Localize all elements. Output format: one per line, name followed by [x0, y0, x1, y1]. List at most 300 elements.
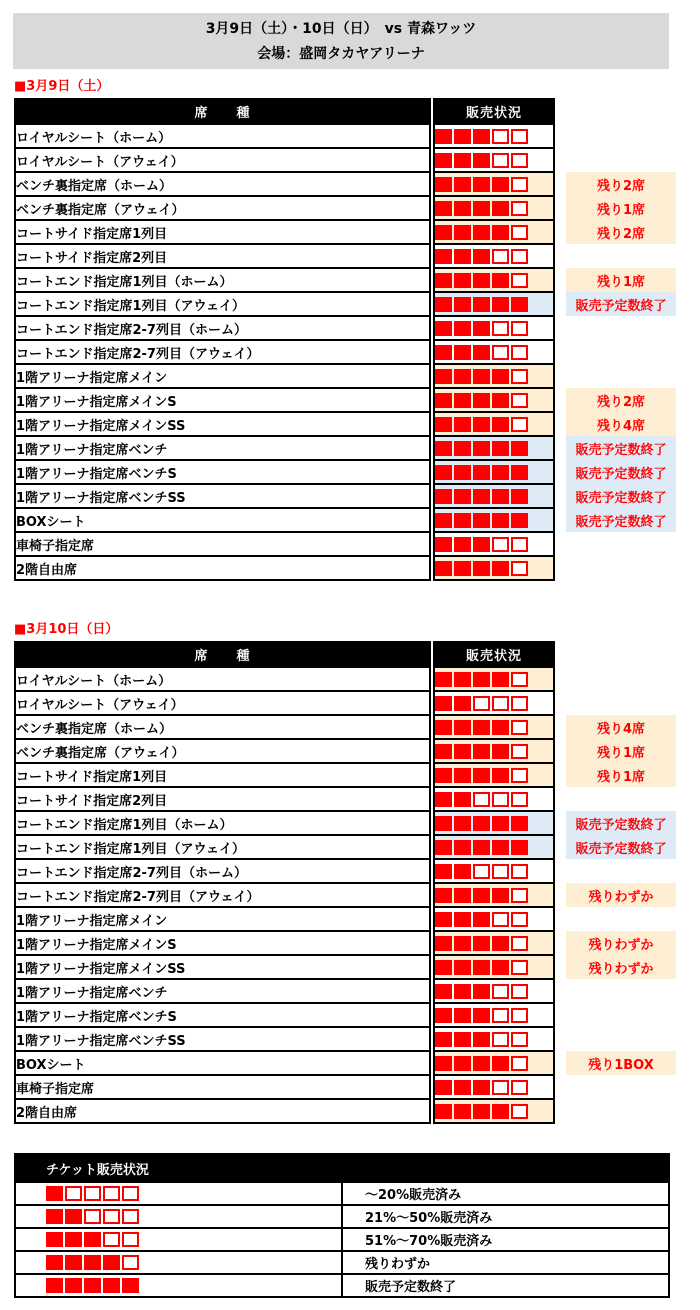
- sales-status: [434, 268, 554, 292]
- seat-row: [15, 715, 676, 739]
- sales-status: [434, 220, 554, 244]
- filled-box-icon: [492, 489, 509, 504]
- legend-row: [15, 1205, 669, 1228]
- empty-box-icon: [65, 1186, 82, 1201]
- seat-row: [15, 388, 676, 412]
- filled-box-icon: [435, 393, 452, 408]
- sales-status: [434, 364, 554, 388]
- remaining-note: 残りわずか: [566, 883, 676, 907]
- remaining-note: 販売予定数終了: [566, 436, 676, 460]
- status-boxes: [435, 792, 528, 807]
- filled-box-icon: [492, 393, 509, 408]
- legend-boxes: [15, 1274, 342, 1297]
- seat-row: [15, 268, 676, 292]
- seat-name: 1階アリーナ指定席ベンチ: [15, 436, 430, 460]
- sales-status: [434, 1075, 554, 1099]
- remaining-note: 残り1席: [566, 196, 676, 220]
- seat-row: [15, 835, 676, 859]
- filled-box-icon: [492, 744, 509, 759]
- empty-box-icon: [103, 1232, 120, 1247]
- venue-title: 会場：盛岡タカヤアリーナ: [257, 46, 425, 62]
- empty-box-icon: [511, 1056, 528, 1071]
- filled-box-icon: [46, 1209, 63, 1224]
- status-boxes: [46, 1209, 139, 1224]
- filled-box-icon: [46, 1278, 63, 1293]
- empty-box-icon: [492, 321, 509, 336]
- empty-box-icon: [511, 537, 528, 552]
- filled-box-icon: [492, 225, 509, 240]
- seat-row: [15, 811, 676, 835]
- seat-row: [15, 907, 676, 931]
- filled-box-icon: [435, 1032, 452, 1047]
- empty-box-icon: [511, 960, 528, 975]
- filled-box-icon: [492, 177, 509, 192]
- sales-status: [434, 835, 554, 859]
- empty-box-icon: [492, 249, 509, 264]
- sales-status: [434, 484, 554, 508]
- filled-box-icon: [473, 1080, 490, 1095]
- status-boxes: [435, 936, 528, 951]
- empty-box-icon: [84, 1186, 101, 1201]
- seat-row: [15, 763, 676, 787]
- remaining-note: [566, 556, 676, 580]
- filled-box-icon: [492, 201, 509, 216]
- empty-box-icon: [511, 345, 528, 360]
- seat-name: ベンチ裏指定席（ホーム）: [15, 715, 430, 739]
- seat-name: コートエンド指定席1列目（ホーム）: [15, 268, 430, 292]
- status-boxes: [46, 1186, 139, 1201]
- seat-row: [15, 787, 676, 811]
- filled-box-icon: [511, 441, 528, 456]
- remaining-note: 残りわずか: [566, 955, 676, 979]
- seat-name: 車椅子指定席: [15, 1075, 430, 1099]
- remaining-note: [566, 859, 676, 883]
- sales-status: [434, 196, 554, 220]
- seat-name: ロイヤルシート（ホーム）: [15, 667, 430, 691]
- sales-status: [434, 1099, 554, 1123]
- remaining-note: [566, 148, 676, 172]
- seat-name: コートサイド指定席1列目: [15, 763, 430, 787]
- empty-box-icon: [122, 1186, 139, 1201]
- filled-box-icon: [46, 1255, 63, 1270]
- filled-box-icon: [492, 561, 509, 576]
- filled-box-icon: [454, 768, 471, 783]
- empty-box-icon: [511, 369, 528, 384]
- filled-box-icon: [511, 513, 528, 528]
- status-boxes: [435, 816, 528, 831]
- remaining-note: [566, 1003, 676, 1027]
- filled-box-icon: [454, 1008, 471, 1023]
- empty-box-icon: [492, 864, 509, 879]
- seat-row: [15, 124, 676, 148]
- filled-box-icon: [454, 489, 471, 504]
- status-boxes: [46, 1255, 139, 1270]
- filled-box-icon: [492, 1056, 509, 1071]
- seat-row: [15, 883, 676, 907]
- status-boxes: [435, 129, 528, 144]
- sales-status: [434, 316, 554, 340]
- filled-box-icon: [435, 129, 452, 144]
- filled-box-icon: [435, 960, 452, 975]
- filled-box-icon: [473, 984, 490, 999]
- filled-box-icon: [435, 561, 452, 576]
- empty-box-icon: [84, 1209, 101, 1224]
- remaining-note: 販売予定数終了: [566, 292, 676, 316]
- remaining-note: 残り2席: [566, 172, 676, 196]
- filled-box-icon: [492, 816, 509, 831]
- status-boxes: [435, 153, 528, 168]
- filled-box-icon: [435, 249, 452, 264]
- filled-box-icon: [454, 513, 471, 528]
- empty-box-icon: [511, 744, 528, 759]
- sales-status: [434, 124, 554, 148]
- filled-box-icon: [103, 1278, 120, 1293]
- filled-box-icon: [454, 321, 471, 336]
- filled-box-icon: [473, 912, 490, 927]
- remaining-note: [566, 124, 676, 148]
- status-boxes: [435, 465, 528, 480]
- empty-box-icon: [122, 1232, 139, 1247]
- filled-box-icon: [511, 816, 528, 831]
- filled-box-icon: [435, 1056, 452, 1071]
- empty-box-icon: [492, 696, 509, 711]
- empty-box-icon: [511, 273, 528, 288]
- seat-row: [15, 244, 676, 268]
- empty-box-icon: [492, 537, 509, 552]
- filled-box-icon: [473, 936, 490, 951]
- empty-box-icon: [511, 177, 528, 192]
- remaining-note: [566, 1075, 676, 1099]
- sales-status: [434, 436, 554, 460]
- seat-name: コートサイド指定席2列目: [15, 787, 430, 811]
- empty-box-icon: [511, 249, 528, 264]
- remaining-note: [566, 907, 676, 931]
- seat-row: [15, 148, 676, 172]
- filled-box-icon: [473, 321, 490, 336]
- filled-box-icon: [511, 297, 528, 312]
- empty-box-icon: [511, 888, 528, 903]
- filled-box-icon: [454, 177, 471, 192]
- sales-status: [434, 931, 554, 955]
- seat-row: [15, 931, 676, 955]
- seat-row: [15, 667, 676, 691]
- seat-row: [15, 1027, 676, 1051]
- filled-box-icon: [454, 129, 471, 144]
- remaining-note: 販売予定数終了: [566, 484, 676, 508]
- seat-row: [15, 220, 676, 244]
- filled-box-icon: [454, 441, 471, 456]
- seat-row: [15, 1075, 676, 1099]
- status-boxes: [435, 537, 528, 552]
- seat-table-day2: [14, 641, 677, 1124]
- filled-box-icon: [84, 1255, 101, 1270]
- filled-box-icon: [492, 720, 509, 735]
- filled-box-icon: [492, 888, 509, 903]
- empty-box-icon: [511, 393, 528, 408]
- status-boxes: [435, 720, 528, 735]
- remaining-note: 残り2席: [566, 388, 676, 412]
- seat-name: 1階アリーナ指定席ベンチS: [15, 460, 430, 484]
- seat-row: [15, 340, 676, 364]
- remaining-note: 残り1席: [566, 739, 676, 763]
- seat-name: 車椅子指定席: [15, 532, 430, 556]
- section-title-day2: ■3月10日（日）: [14, 622, 119, 637]
- seat-row: [15, 691, 676, 715]
- sales-status: [434, 412, 554, 436]
- sales-status: [434, 244, 554, 268]
- filled-box-icon: [511, 840, 528, 855]
- filled-box-icon: [84, 1278, 101, 1293]
- empty-box-icon: [492, 1080, 509, 1095]
- filled-box-icon: [454, 744, 471, 759]
- remaining-note: [566, 787, 676, 811]
- filled-box-icon: [473, 201, 490, 216]
- filled-box-icon: [473, 1008, 490, 1023]
- filled-box-icon: [84, 1232, 101, 1247]
- empty-box-icon: [122, 1209, 139, 1224]
- event-title: 3月9日（土）・10日（日） vs 青森ワッツ: [205, 21, 477, 37]
- sales-status: [434, 667, 554, 691]
- filled-box-icon: [435, 768, 452, 783]
- filled-box-icon: [473, 249, 490, 264]
- status-boxes: [435, 1032, 528, 1047]
- empty-box-icon: [473, 792, 490, 807]
- remaining-note: [566, 1027, 676, 1051]
- status-boxes: [435, 912, 528, 927]
- empty-box-icon: [511, 1104, 528, 1119]
- sales-status: [434, 787, 554, 811]
- filled-box-icon: [46, 1186, 63, 1201]
- sales-status: [434, 715, 554, 739]
- seat-name: ベンチ裏指定席（ホーム）: [15, 172, 430, 196]
- status-boxes: [435, 441, 528, 456]
- remaining-note: 販売予定数終了: [566, 508, 676, 532]
- filled-box-icon: [454, 201, 471, 216]
- status-boxes: [435, 960, 528, 975]
- filled-box-icon: [435, 177, 452, 192]
- filled-box-icon: [435, 465, 452, 480]
- filled-box-icon: [435, 792, 452, 807]
- remaining-note: 販売予定数終了: [566, 835, 676, 859]
- filled-box-icon: [473, 225, 490, 240]
- sales-status: [434, 955, 554, 979]
- filled-box-icon: [435, 696, 452, 711]
- filled-box-icon: [454, 273, 471, 288]
- remaining-note: 残り4席: [566, 412, 676, 436]
- seat-name: ロイヤルシート（アウェイ）: [15, 148, 430, 172]
- status-boxes: [435, 321, 528, 336]
- status-boxes: [435, 177, 528, 192]
- seat-name: 2階自由席: [15, 556, 430, 580]
- filled-box-icon: [435, 672, 452, 687]
- filled-box-icon: [473, 513, 490, 528]
- status-boxes: [46, 1278, 139, 1293]
- seat-name: BOXシート: [15, 1051, 430, 1075]
- status-boxes: [435, 672, 528, 687]
- sales-status: [434, 1003, 554, 1027]
- filled-box-icon: [473, 393, 490, 408]
- seat-row: [15, 436, 676, 460]
- empty-box-icon: [492, 1008, 509, 1023]
- filled-box-icon: [492, 465, 509, 480]
- filled-box-icon: [435, 912, 452, 927]
- status-boxes: [435, 840, 528, 855]
- filled-box-icon: [65, 1278, 82, 1293]
- sales-status: [434, 691, 554, 715]
- filled-box-icon: [473, 129, 490, 144]
- filled-box-icon: [473, 888, 490, 903]
- remaining-note: [566, 340, 676, 364]
- filled-box-icon: [473, 489, 490, 504]
- seat-column-header: 席 種: [15, 99, 430, 124]
- empty-box-icon: [511, 129, 528, 144]
- empty-box-icon: [492, 912, 509, 927]
- status-boxes: [435, 201, 528, 216]
- seat-name: コートサイド指定席2列目: [15, 244, 430, 268]
- filled-box-icon: [435, 417, 452, 432]
- legend-label: 51%～70%販売済み: [342, 1228, 669, 1251]
- seat-row: [15, 460, 676, 484]
- filled-box-icon: [435, 345, 452, 360]
- remaining-note: 残りわずか: [566, 931, 676, 955]
- filled-box-icon: [454, 1032, 471, 1047]
- filled-box-icon: [473, 816, 490, 831]
- legend-row: [15, 1274, 669, 1297]
- seat-row: [15, 979, 676, 1003]
- seat-name: ベンチ裏指定席（アウェイ）: [15, 739, 430, 763]
- seat-row: [15, 412, 676, 436]
- filled-box-icon: [454, 696, 471, 711]
- seat-name: コートエンド指定席1列目（ホーム）: [15, 811, 430, 835]
- status-boxes: [435, 561, 528, 576]
- empty-box-icon: [511, 417, 528, 432]
- empty-box-icon: [473, 696, 490, 711]
- seat-name: 1階アリーナ指定席メインSS: [15, 955, 430, 979]
- filled-box-icon: [454, 864, 471, 879]
- event-header: [13, 13, 669, 69]
- seat-name: ベンチ裏指定席（アウェイ）: [15, 196, 430, 220]
- legend-row: [15, 1182, 669, 1205]
- remaining-note: [566, 316, 676, 340]
- legend-row: [15, 1251, 669, 1274]
- filled-box-icon: [435, 1008, 452, 1023]
- filled-box-icon: [435, 225, 452, 240]
- status-column-header: 販売状況: [434, 99, 554, 124]
- seat-name: ロイヤルシート（ホーム）: [15, 124, 430, 148]
- remaining-note: [566, 1099, 676, 1123]
- filled-box-icon: [492, 1104, 509, 1119]
- status-boxes: [435, 369, 528, 384]
- filled-box-icon: [473, 1032, 490, 1047]
- seat-name: 1階アリーナ指定席ベンチSS: [15, 1027, 430, 1051]
- filled-box-icon: [122, 1278, 139, 1293]
- filled-box-icon: [435, 273, 452, 288]
- filled-box-icon: [492, 417, 509, 432]
- empty-box-icon: [511, 792, 528, 807]
- filled-box-icon: [454, 393, 471, 408]
- filled-box-icon: [435, 201, 452, 216]
- seat-name: コートエンド指定席2-7列目（アウェイ）: [15, 883, 430, 907]
- sales-status: [434, 859, 554, 883]
- legend-boxes: [15, 1182, 342, 1205]
- status-boxes: [435, 513, 528, 528]
- filled-box-icon: [65, 1255, 82, 1270]
- empty-box-icon: [103, 1186, 120, 1201]
- filled-box-icon: [473, 840, 490, 855]
- sales-status: [434, 532, 554, 556]
- legend-label: 21%～50%販売済み: [342, 1205, 669, 1228]
- seat-row: [15, 316, 676, 340]
- filled-box-icon: [454, 1056, 471, 1071]
- filled-box-icon: [103, 1255, 120, 1270]
- sales-status: [434, 739, 554, 763]
- sales-status: [434, 388, 554, 412]
- seat-row: [15, 739, 676, 763]
- filled-box-icon: [473, 369, 490, 384]
- seat-name: 1階アリーナ指定席ベンチSS: [15, 484, 430, 508]
- filled-box-icon: [492, 297, 509, 312]
- filled-box-icon: [492, 840, 509, 855]
- filled-box-icon: [454, 792, 471, 807]
- filled-box-icon: [454, 345, 471, 360]
- filled-box-icon: [435, 888, 452, 903]
- legend-boxes: [15, 1205, 342, 1228]
- remaining-note: 残り2席: [566, 220, 676, 244]
- filled-box-icon: [492, 513, 509, 528]
- filled-box-icon: [454, 984, 471, 999]
- seat-row: [15, 484, 676, 508]
- remaining-note: 販売予定数終了: [566, 811, 676, 835]
- remaining-note: 残り1BOX: [566, 1051, 676, 1075]
- filled-box-icon: [435, 816, 452, 831]
- filled-box-icon: [492, 273, 509, 288]
- filled-box-icon: [454, 417, 471, 432]
- legend-row: [15, 1228, 669, 1251]
- empty-box-icon: [511, 936, 528, 951]
- filled-box-icon: [65, 1209, 82, 1224]
- seat-name: コートエンド指定席2-7列目（ホーム）: [15, 316, 430, 340]
- filled-box-icon: [492, 441, 509, 456]
- empty-box-icon: [511, 672, 528, 687]
- filled-box-icon: [454, 888, 471, 903]
- filled-box-icon: [511, 489, 528, 504]
- sales-status: [434, 811, 554, 835]
- empty-box-icon: [511, 1032, 528, 1047]
- empty-box-icon: [511, 321, 528, 336]
- filled-box-icon: [454, 912, 471, 927]
- filled-box-icon: [511, 465, 528, 480]
- filled-box-icon: [435, 537, 452, 552]
- sales-status: [434, 340, 554, 364]
- seat-name: ロイヤルシート（アウェイ）: [15, 691, 430, 715]
- empty-box-icon: [511, 1008, 528, 1023]
- seat-row: [15, 1099, 676, 1123]
- filled-box-icon: [454, 225, 471, 240]
- status-boxes: [435, 345, 528, 360]
- status-boxes: [435, 297, 528, 312]
- filled-box-icon: [454, 465, 471, 480]
- seat-name: コートエンド指定席1列目（アウェイ）: [15, 292, 430, 316]
- filled-box-icon: [435, 321, 452, 336]
- sales-status: [434, 172, 554, 196]
- remaining-note: [566, 979, 676, 1003]
- remaining-note: 残り1席: [566, 763, 676, 787]
- filled-box-icon: [454, 816, 471, 831]
- seat-row: [15, 364, 676, 388]
- seat-column-header: 席 種: [15, 642, 430, 667]
- empty-box-icon: [511, 1080, 528, 1095]
- empty-box-icon: [511, 768, 528, 783]
